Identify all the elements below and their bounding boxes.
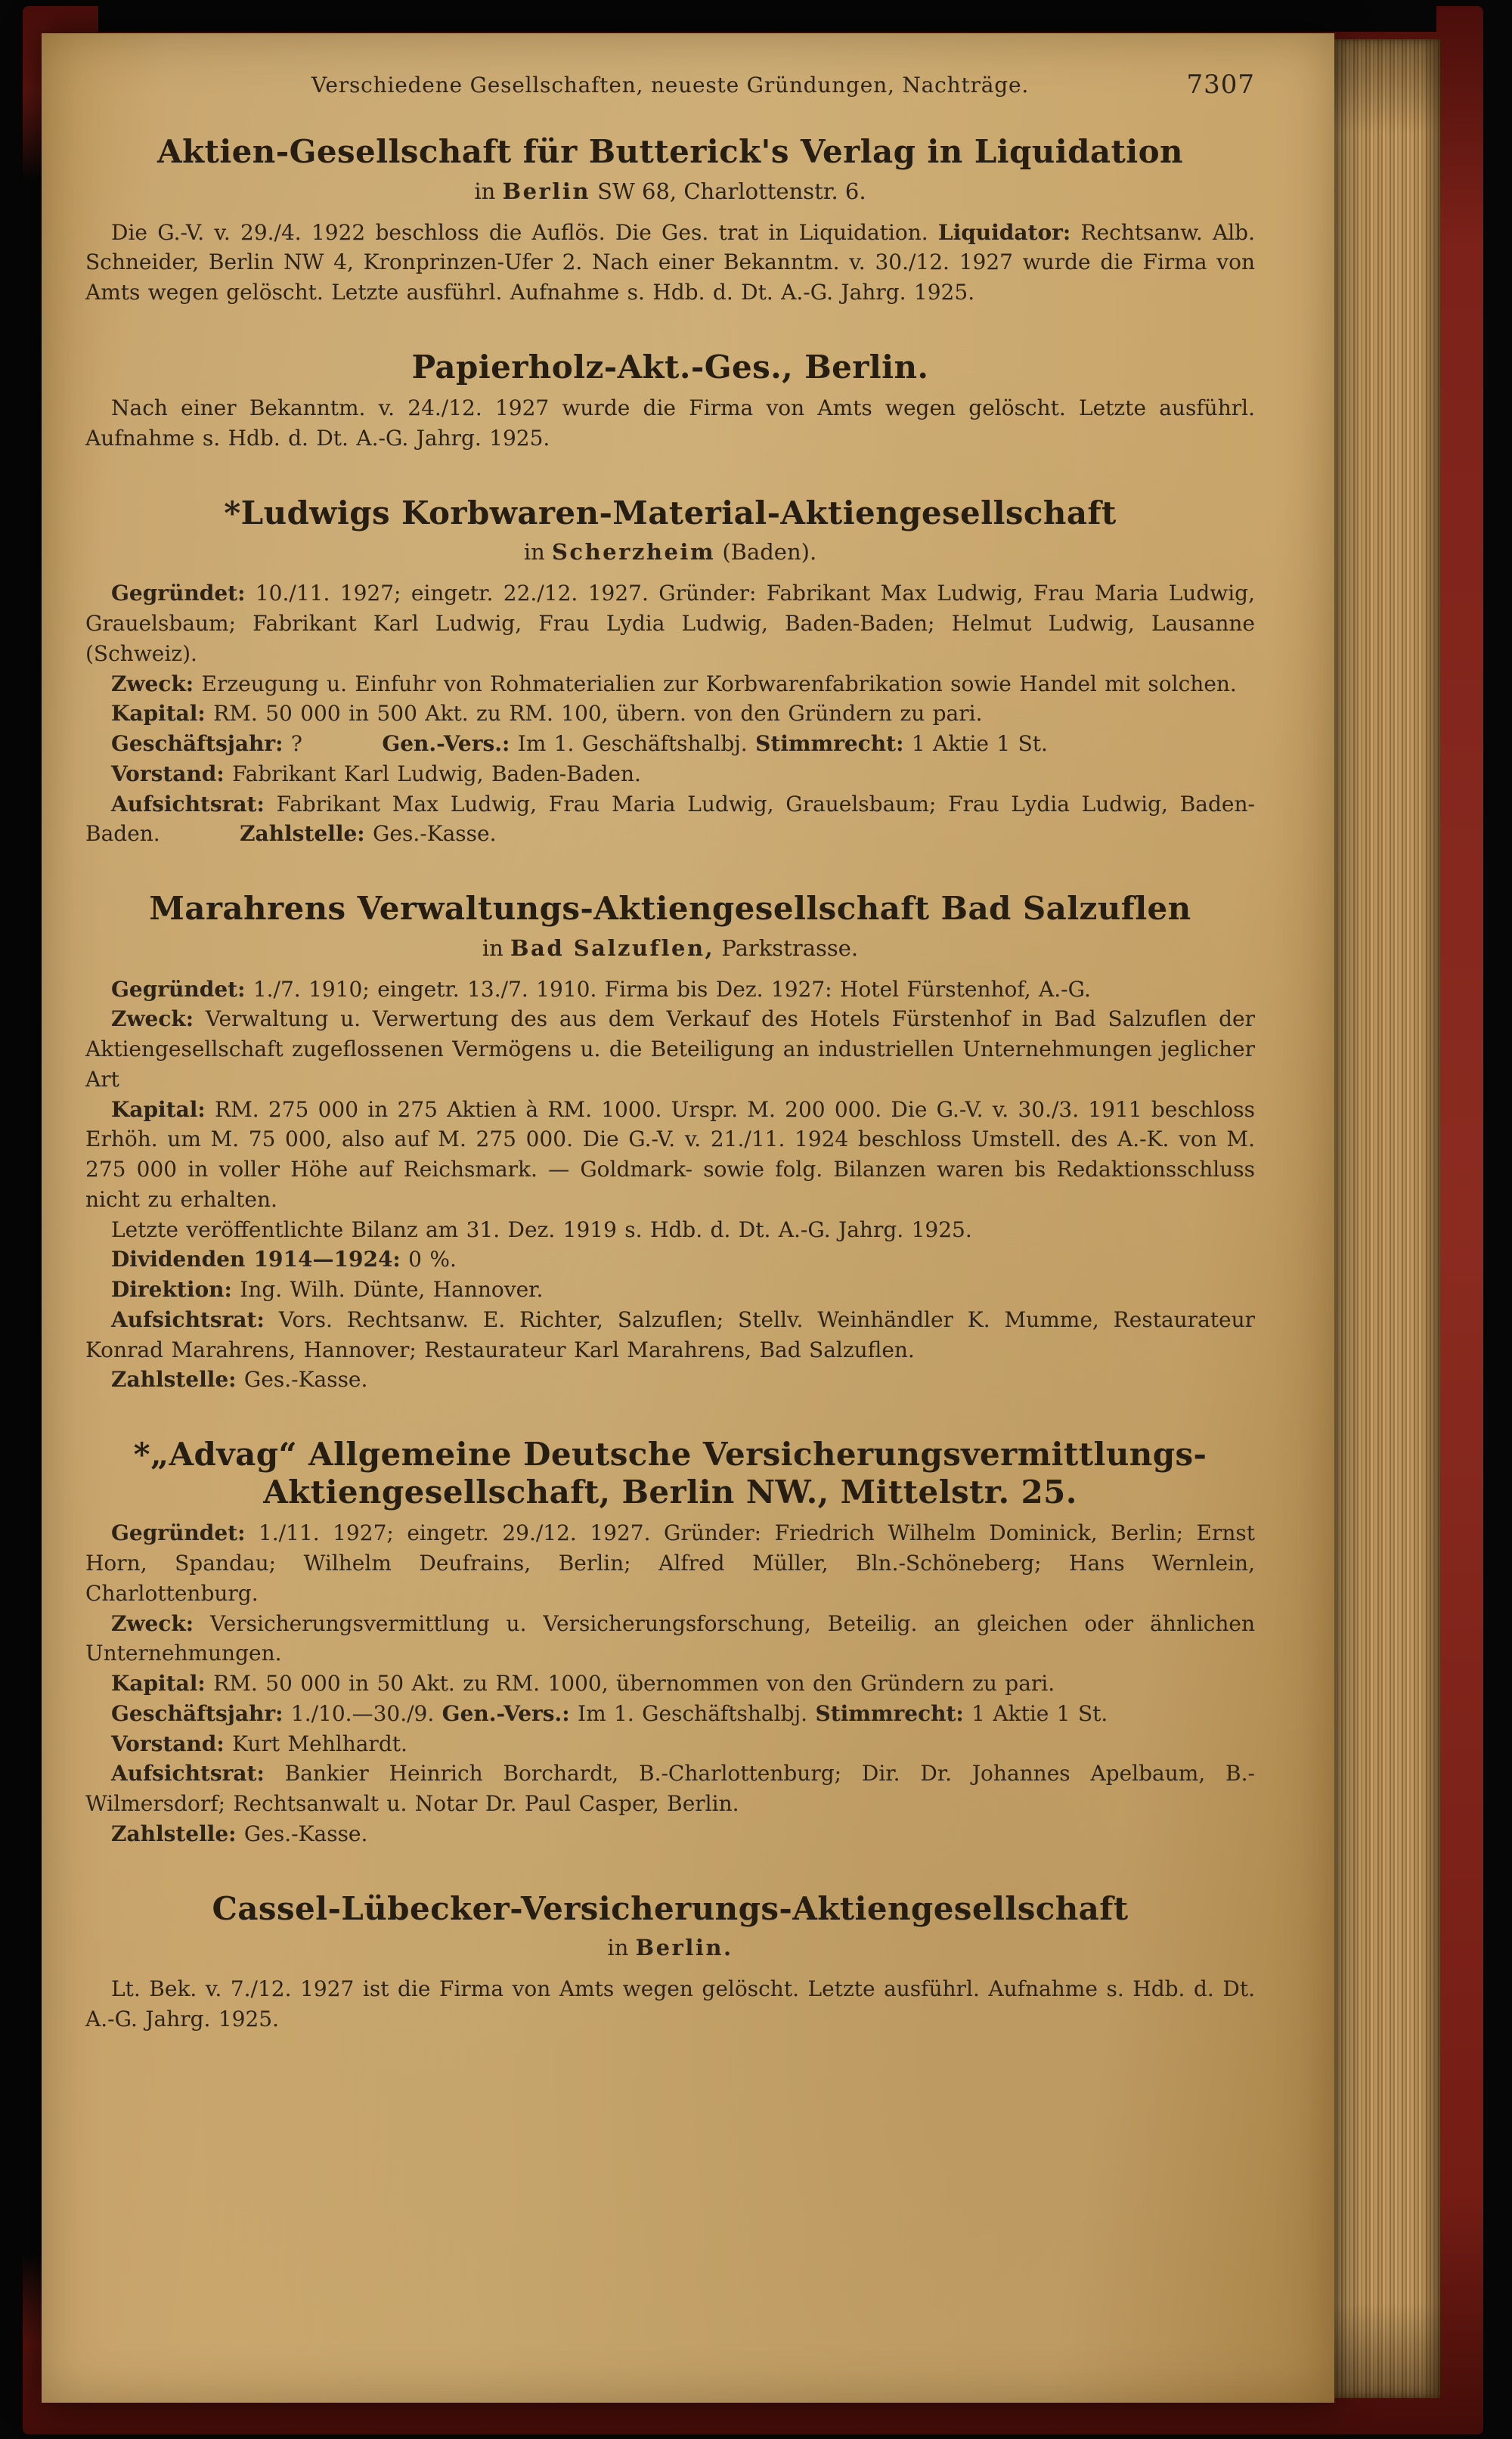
- text-run: ?: [283, 731, 311, 757]
- field-label: Zahlstelle:: [111, 1367, 237, 1393]
- text-run: 1./11. 1927; eingetr. 29./12. 1927. Gründer: Friedrich Wilhelm Dominick, Berlin; Ernst Horn, Spandau; Wilhelm Deufrains, Berlin; Alfred Müller, Bln.-Schöneberg; Hans Wernlein, Charlottenburg.: [85, 1520, 1255, 1606]
- text-run: in: [474, 178, 503, 204]
- running-title: Verschiedene Gesellschaften, neueste Gründungen, Nachträge.: [311, 73, 1030, 98]
- entry-paragraph: [85, 1244, 1255, 1275]
- text-run: in: [607, 1935, 636, 1961]
- text-run: 0 %.: [400, 1247, 457, 1272]
- text-run: Erzeugung u. Einfuhr von Rohmaterialien zur Korbwarenfabrikation sowie Handel mit solchen.: [194, 671, 1237, 696]
- field-label: Stimmrecht:: [815, 1700, 964, 1726]
- text-run: Letzte veröffentlichte Bilanz am 31. Dez. 1919 s. Hdb. d. Dt. A.-G. Jahrg. 1925.: [111, 1216, 972, 1242]
- field-label: Aufsichtsrat:: [111, 791, 265, 817]
- company-location: [85, 1935, 1255, 1960]
- entry-paragraph: [85, 975, 1255, 1005]
- text-run: Fabrikant Karl Ludwig, Baden-Baden.: [224, 761, 641, 786]
- field-label: Aufsichtsrat:: [111, 1761, 265, 1787]
- book-fore-edge: [1334, 39, 1440, 2398]
- entry-paragraph: [85, 789, 1255, 850]
- company-entry: [85, 494, 1255, 849]
- entry-paragraph: [85, 1095, 1255, 1215]
- entry-paragraph: [85, 1699, 1255, 1729]
- entry-paragraph: [85, 1275, 1255, 1305]
- text-run: Ing. Wilh. Dünte, Hannover.: [231, 1277, 544, 1303]
- field-label: Vorstand:: [111, 1731, 225, 1756]
- entry-paragraph: [85, 1609, 1255, 1669]
- text-run: Parkstrasse.: [714, 934, 859, 961]
- text-run: (Baden).: [715, 539, 817, 566]
- book-page: [42, 33, 1334, 2403]
- entry-paragraph: [85, 759, 1255, 789]
- field-label: Zweck:: [111, 1006, 194, 1032]
- page-number: 7307: [1186, 70, 1255, 100]
- entry-paragraph: [85, 393, 1255, 454]
- entry-paragraph: [85, 1365, 1255, 1395]
- text-run: Im 1. Geschäftshalbj.: [510, 731, 756, 757]
- text-run: Vors. Rechtsanw. E. Richter, Salzuflen; Stellv. Weinhändler K. Mumme, Restaurateur Konrad Marahrens, Hannover; Restaurateur Karl Marahrens, Bad Salzuflen.: [85, 1306, 1255, 1362]
- field-label: Zweck:: [111, 671, 194, 696]
- entry-paragraph: [85, 1974, 1255, 2035]
- field-label: Gen.-Vers.:: [442, 1700, 570, 1726]
- text-run: in: [482, 934, 511, 961]
- field-label: Kapital:: [111, 701, 206, 727]
- field-label: Gegründet:: [111, 1520, 246, 1546]
- field-label: Berlin.: [635, 1935, 733, 1961]
- entry-paragraph: [85, 1759, 1255, 1819]
- text-run: 1./7. 1910; eingetr. 13./7. 1910. Firma bis Dez. 1927: Hotel Fürstenhof, A.-G.: [245, 976, 1091, 1002]
- field-label: Geschäftsjahr:: [111, 731, 284, 757]
- text-run: Verwaltung u. Verwertung des aus dem Verkauf des Hotels Fürstenhof in Bad Salzuflen der Aktiengesellschaft zugeflossenen Vermögens u. die Beteiligung an industriellen Unternehmungen jeglicher Art: [85, 1006, 1255, 1092]
- field-label: Scherzheim: [551, 539, 716, 566]
- company-title: Aktien-Gesellschaft für Butterick's Verlag in Liquidation: [157, 133, 1183, 170]
- company-location: [85, 178, 1255, 204]
- company-location: [85, 539, 1255, 565]
- page-header: [85, 70, 1255, 107]
- text-run: Bankier Heinrich Borchardt, B.-Charlottenburg; Dir. Dr. Johannes Apelbaum, B.-Wilmersdorf; Rechtsanwalt u. Notar Dr. Paul Casper, Berlin.: [85, 1761, 1255, 1817]
- entry-paragraph: [85, 669, 1255, 699]
- entries-container: [85, 133, 1255, 2035]
- company-title: *Ludwigs Korbwaren-Material-Aktiengesellschaft: [224, 494, 1117, 531]
- company-entry: [85, 133, 1255, 308]
- entry-paragraph: [85, 729, 1255, 759]
- text-run: RM. 275 000 in 275 Aktien à RM. 1000. Urspr. M. 200 000. Die G.-V. v. 30./3. 1911 beschloss Erhöh. um M. 75 000, also auf M. 275 000. Die G.-V. v. 21./11. 1924 beschloss Umstell. des A.-K. von M. 275 000 in voller Höhe auf Reichsmark. — Goldmark- sowie folg. Bilanzen waren bis Redaktionsschluss nicht zu erhalten.: [85, 1096, 1255, 1212]
- field-label: Direktion:: [111, 1277, 232, 1303]
- field-label: Kapital:: [111, 1096, 206, 1122]
- page-content: [42, 33, 1334, 2403]
- field-label: Zweck:: [111, 1610, 194, 1636]
- company-entry: [85, 1890, 1255, 2035]
- text-run: SW 68, Charlottenstr. 6.: [590, 178, 866, 204]
- field-label: Zahlstelle:: [111, 1821, 237, 1846]
- text-run: in: [523, 539, 552, 566]
- company-location: [85, 935, 1255, 961]
- text-run: Im 1. Geschäftshalbj.: [569, 1700, 816, 1726]
- entry-paragraph: [85, 1819, 1255, 1849]
- field-label: Geschäftsjahr:: [111, 1700, 284, 1726]
- text-run: 1 Aktie 1 St.: [903, 731, 1048, 757]
- field-label: Bad Salzuflen,: [510, 934, 715, 961]
- shadow-overlay-top: [98, 0, 1436, 32]
- text-run: Rechtsanw. Alb. Schneider, Berlin NW 4, Kronprinzen-Ufer 2. Nach einer Bekanntm. v. 30./12. 1927 wurde die Firma von Amts wegen gelöscht. Letzte ausführl. Aufnahme s. Hdb. d. Dt. A.-G. Jahrg. 1925.: [85, 219, 1255, 305]
- entry-paragraph: [85, 699, 1255, 729]
- text-run: 1./10.—30./9.: [283, 1700, 442, 1726]
- field-label: Aufsichtsrat:: [111, 1306, 265, 1332]
- entry-paragraph: [85, 1004, 1255, 1094]
- entry-paragraph: [85, 1518, 1255, 1608]
- text-run: RM. 50 000 in 500 Akt. zu RM. 100, übern. von den Gründern zu pari.: [205, 701, 983, 727]
- text-run: 10./11. 1927; eingetr. 22./12. 1927. Gründer: Fabrikant Max Ludwig, Frau Maria Ludwig, Grauelsbaum; Fabrikant Karl Ludwig, Frau Lydia Ludwig, Baden-Baden; Helmut Ludwig, Lausanne (Schweiz).: [85, 581, 1255, 666]
- entry-paragraph: [85, 1305, 1255, 1365]
- text-run: Kurt Mehlhardt.: [224, 1731, 407, 1756]
- company-title: Marahrens Verwaltungs-Aktiengesellschaft Bad Salzuflen: [149, 890, 1191, 928]
- entry-paragraph: [85, 218, 1255, 308]
- company-entry: [85, 1436, 1255, 1849]
- field-label: Berlin: [502, 178, 590, 204]
- company-title: Cassel-Lübecker-Versicherungs-Aktiengesellschaft: [212, 1889, 1129, 1927]
- text-run: Fabrikant Max Ludwig, Frau Maria Ludwig, Grauelsbaum; Frau Lydia Ludwig, Baden-Baden.: [85, 791, 1255, 847]
- entry-paragraph: [85, 1215, 1255, 1245]
- text-run: Versicherungsvermittlung u. Versicherungsforschung, Beteilig. an gleichen oder ähnlichen Unternehmungen.: [85, 1610, 1255, 1666]
- field-label: Vorstand:: [111, 761, 225, 786]
- field-label: Zahlstelle:: [240, 821, 365, 847]
- field-label: Stimmrecht:: [755, 731, 904, 757]
- text-run: Die G.-V. v. 29./4. 1922 beschloss die Auflös. Die Ges. trat in Liquidation.: [111, 219, 938, 245]
- company-entry: [85, 890, 1255, 1395]
- entry-paragraph: [85, 578, 1255, 668]
- entry-paragraph: [85, 1669, 1255, 1699]
- text-run: RM. 50 000 in 50 Akt. zu RM. 1000, übernommen von den Gründern zu pari.: [205, 1671, 1055, 1697]
- company-entry: [85, 349, 1255, 454]
- text-run: Ges.-Kasse.: [236, 1367, 368, 1393]
- field-label: Dividenden 1914—1924:: [111, 1247, 401, 1272]
- text-run: Nach einer Bekanntm. v. 24./12. 1927 wurde die Firma von Amts wegen gelöscht. Letzte ausführl. Aufnahme s. Hdb. d. Dt. A.-G. Jahrg. 1925.: [85, 395, 1255, 451]
- company-title: *„Advag“ Allgemeine Deutsche Versicherungsvermittlungs-Aktiengesellschaft, Berlin NW., Mittelstr. 25.: [133, 1436, 1207, 1511]
- company-title: Papierholz-Akt.-Ges., Berlin.: [411, 348, 929, 386]
- shadow-overlay-left: [14, 91, 44, 2344]
- field-label: Kapital:: [111, 1671, 206, 1697]
- field-label: Liquidator:: [937, 219, 1071, 245]
- field-label: Gen.-Vers.:: [382, 731, 510, 757]
- text-run: Ges.-Kasse.: [236, 1821, 368, 1846]
- entry-paragraph: [85, 1729, 1255, 1759]
- text-run: 1 Aktie 1 St.: [963, 1700, 1108, 1726]
- field-label: Gegründet:: [111, 581, 246, 606]
- text-run: Ges.-Kasse.: [364, 821, 497, 847]
- field-label: Gegründet:: [111, 976, 246, 1002]
- text-run: Lt. Bek. v. 7./12. 1927 ist die Firma von Amts wegen gelöscht. Letzte ausführl. Aufnahme s. Hdb. d. Dt. A.-G. Jahrg. 1925.: [85, 1976, 1255, 2031]
